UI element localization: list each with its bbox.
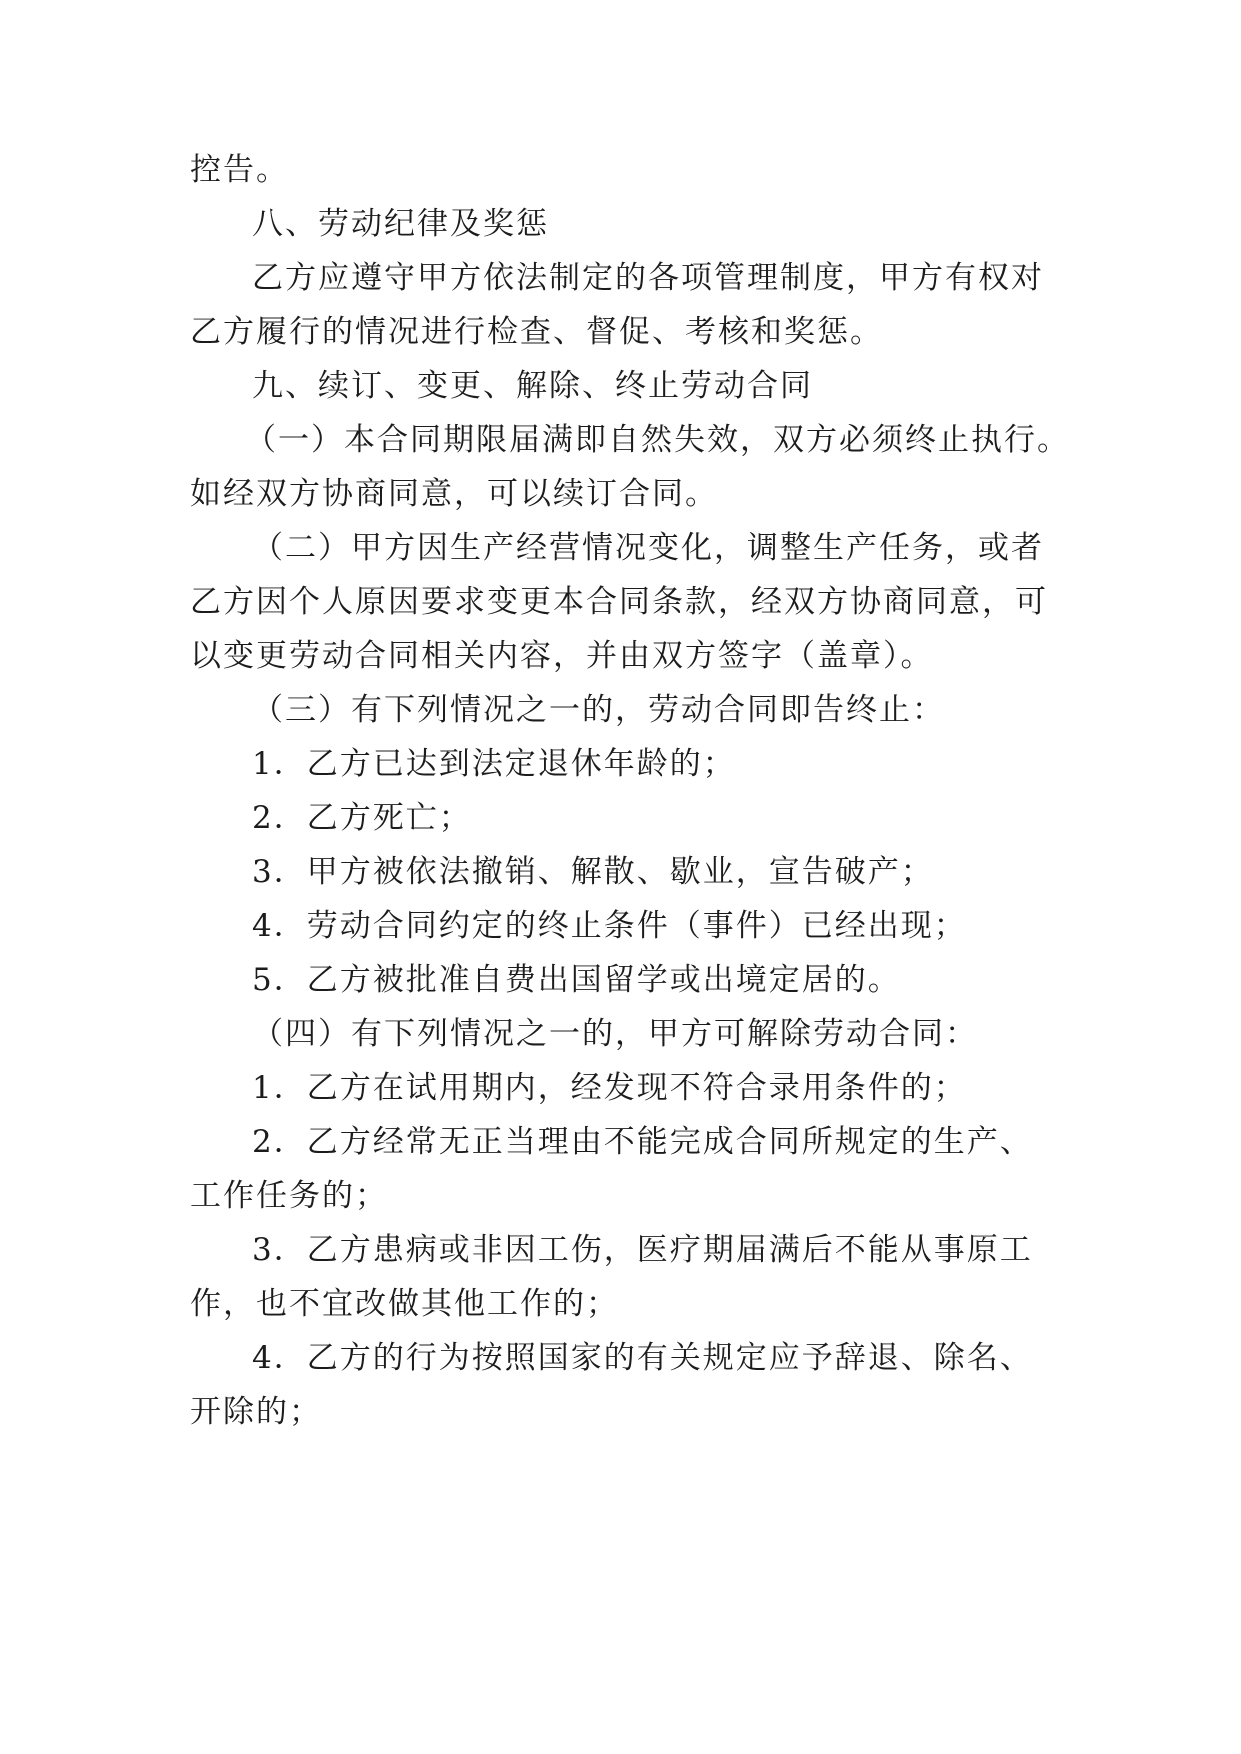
list-item: 4．劳动合同约定的终止条件（事件）已经出现；: [252, 908, 967, 944]
list-item: 3．乙方患病或非因工伤，医疗期届满后不能从事原工: [252, 1232, 1033, 1268]
list-item: 3．甲方被依法撤销、解散、歇业，宣告破产；: [252, 854, 934, 890]
paragraph-line: 开除的；: [190, 1394, 322, 1430]
list-item: 2．乙方死亡；: [252, 800, 472, 836]
paragraph-line: 乙方因个人原因要求变更本合同条款，经双方协商同意，可: [190, 584, 1048, 620]
paragraph-line: 以变更劳动合同相关内容，并由双方签字（盖章）。: [190, 638, 934, 674]
list-item: 5．乙方被批准自费出国留学或出境定居的。: [252, 962, 901, 998]
paragraph-line: 控告。: [190, 152, 289, 188]
clause-2: （二）甲方因生产经营情况变化，调整生产任务，或者: [252, 530, 1044, 566]
section-heading-9: 九、续订、变更、解除、终止劳动合同: [252, 368, 813, 404]
list-item: 4．乙方的行为按照国家的有关规定应予辞退、除名、: [252, 1340, 1033, 1376]
clause-1: （一）本合同期限届满即自然失效，双方必须终止执行。: [245, 422, 1070, 458]
clause-3: （三）有下列情况之一的，劳动合同即告终止：: [252, 692, 945, 728]
list-item: 1．乙方在试用期内，经发现不符合录用条件的；: [252, 1070, 967, 1106]
clause-4: （四）有下列情况之一的，甲方可解除劳动合同：: [252, 1016, 978, 1052]
list-item: 2．乙方经常无正当理由不能完成合同所规定的生产、: [252, 1124, 1033, 1160]
paragraph-line: 作，也不宜改做其他工作的；: [190, 1286, 619, 1322]
paragraph-line: 乙方履行的情况进行检查、督促、考核和奖惩。: [190, 314, 883, 350]
paragraph-line: 如经双方协商同意，可以续订合同。: [190, 476, 718, 512]
list-item: 1．乙方已达到法定退休年龄的；: [252, 746, 736, 782]
paragraph-line: 工作任务的；: [190, 1178, 388, 1214]
paragraph-line: 乙方应遵守甲方依法制定的各项管理制度，甲方有权对: [252, 260, 1044, 296]
section-heading-8: 八、劳动纪律及奖惩: [252, 206, 549, 242]
